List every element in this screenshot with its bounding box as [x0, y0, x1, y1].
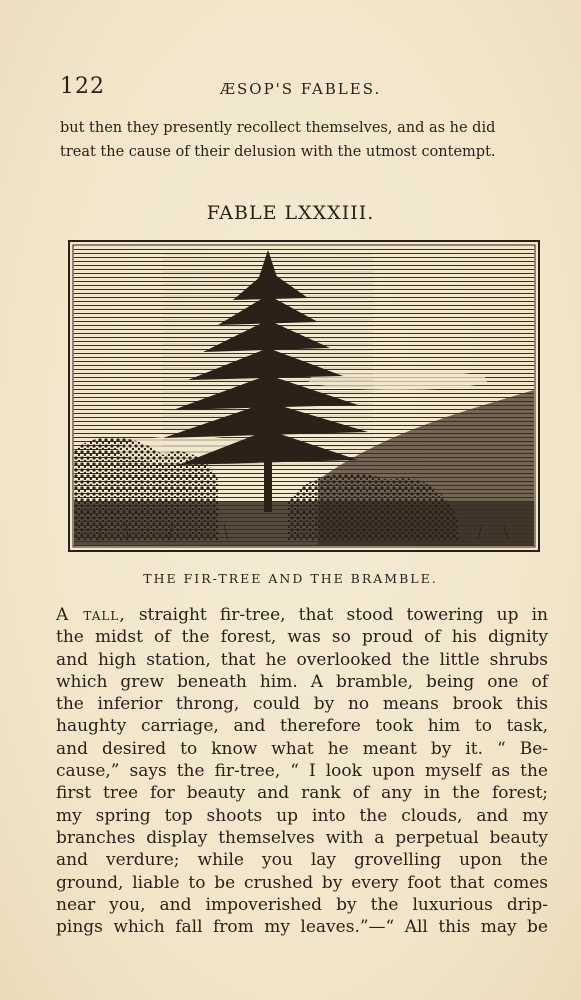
text-line: the midst of the forest, was so proud of his dignity [56, 627, 548, 648]
text-line: which grew beneath him. A bramble, being one of [56, 671, 548, 692]
running-head: ÆSOP'S FABLES. [220, 80, 382, 98]
text-line: pings which fall from my leaves.”—“ All this may be [56, 917, 548, 938]
text-line: cause,” says the fir-tree, “ I look upon myself as the [56, 761, 548, 782]
text-line: the inferior throng, could by no means brook this [56, 694, 548, 715]
illustration-caption: THE FIR-TREE AND THE BRAMBLE. [143, 571, 438, 586]
text-line: ground, liable to be crushed by every foot that comes [56, 872, 548, 893]
page-number: 122 [60, 74, 105, 99]
branch-highlights [163, 250, 373, 470]
text-line: but then they presently recollect themselves, and as he did [60, 120, 496, 136]
page-header [60, 74, 530, 102]
fir-tree-engraving [68, 240, 540, 552]
text-line: and high station, that he overlooked the little shrubs [56, 649, 548, 670]
fable-title: FABLE LXXXIII. [206, 202, 375, 224]
text-line: and verdure; while you lay grovelling upon the [56, 850, 548, 871]
text-line: first tree for beauty and rank of any in the forest; [56, 783, 548, 804]
previous-fable-ending [60, 116, 560, 164]
text-line: and desired to know what he meant by it. “ Be- [56, 738, 548, 759]
text-line: my spring top shoots up into the clouds, and my [56, 805, 548, 826]
text-line [56, 604, 548, 626]
text-line: branches display themselves with a perpetual beauty [56, 827, 548, 848]
line-rest: straight fir-tree, that stood towering up in [125, 605, 548, 625]
text-line: haughty carriage, and therefore took him to task, [56, 716, 548, 737]
text-line: treat the cause of their delusion with the utmost contempt. [60, 144, 496, 160]
text-line: near you, and impoverished by the luxurious drip- [56, 894, 548, 915]
fable-body [56, 604, 548, 938]
lead-word: A tall, [56, 605, 126, 625]
